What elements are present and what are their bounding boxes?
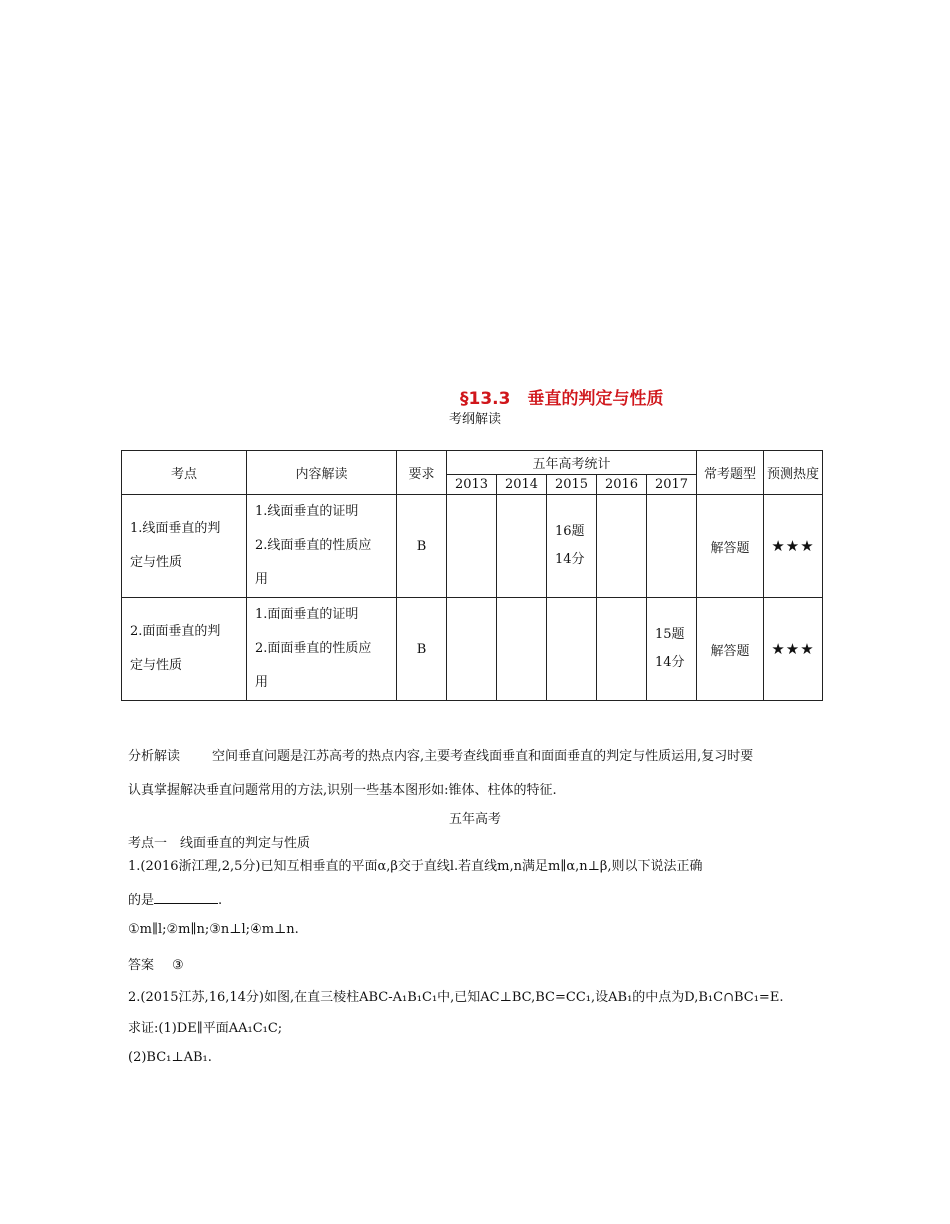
kaodian-heading: 考点一 线面垂直的判定与性质 <box>128 836 311 851</box>
question-1-stem-cont: 的是 . <box>128 893 223 908</box>
header-heat: 预测热度 <box>764 451 823 495</box>
row-stat-2015 <box>547 598 597 701</box>
row-stat-2016 <box>597 598 647 701</box>
question-2-proof-1: 求证:(1)DE∥平面AA₁C₁C; <box>128 1021 283 1036</box>
header-five-year-stats: 五年高考统计 <box>447 451 697 475</box>
analysis-label: 分析解读 <box>128 749 181 764</box>
header-year: 2014 <box>497 475 547 495</box>
header-year: 2015 <box>547 475 597 495</box>
row-stat-2016 <box>597 495 647 598</box>
table-row <box>122 495 823 598</box>
row-heat-stars: ★★★ <box>764 495 823 598</box>
table-row <box>122 598 823 701</box>
row-stat-2014 <box>497 495 547 598</box>
row-content: 1.线面垂直的证明 2.线面垂直的性质应 用 <box>247 495 397 598</box>
five-year-subtitle: 五年高考 <box>448 812 501 827</box>
row-stat-2017: 15题 14分 <box>647 598 697 701</box>
section-title: §13.3 垂直的判定与性质 <box>460 389 664 409</box>
analysis-text: 空间垂直问题是江苏高考的热点内容,主要考查线面垂直和面面垂直的判定与性质运用,复习时要 <box>212 749 754 764</box>
question-1-options: ①m∥l;②m∥n;③n⊥l;④m⊥n. <box>128 922 299 937</box>
answer-blank <box>154 891 218 904</box>
header-question-type: 常考题型 <box>697 451 764 495</box>
header-year: 2013 <box>447 475 497 495</box>
row-content: 1.面面垂直的证明 2.面面垂直的性质应 用 <box>247 598 397 701</box>
row-question-type: 解答题 <box>697 598 764 701</box>
outline-table <box>121 450 823 701</box>
outline-subtitle: 考纲解读 <box>448 412 501 427</box>
analysis-paragraph <box>128 740 833 808</box>
header-requirement: 要求 <box>397 451 447 495</box>
row-kaodian: 2.面面垂直的判 定与性质 <box>122 598 247 701</box>
question-2-proof-2: (2)BC₁⊥AB₁. <box>128 1050 212 1065</box>
question-1-stem: 1.(2016浙江理,2,5分)已知互相垂直的平面α,β交于直线l.若直线m,n满足m∥α,n⊥β,则以下说法正确 <box>128 859 703 874</box>
row-stat-2013 <box>447 598 497 701</box>
row-requirement: B <box>397 495 447 598</box>
row-stat-2014 <box>497 598 547 701</box>
row-requirement: B <box>397 598 447 701</box>
row-question-type: 解答题 <box>697 495 764 598</box>
row-stat-2015: 16题 14分 <box>547 495 597 598</box>
question-1-answer: 答案 ③ <box>128 958 184 973</box>
header-kaodian: 考点 <box>122 451 247 495</box>
row-stat-2013 <box>447 495 497 598</box>
header-year: 2017 <box>647 475 697 495</box>
row-kaodian: 1.线面垂直的判 定与性质 <box>122 495 247 598</box>
analysis-text: 认真掌握解决垂直问题常用的方法,识别一些基本图形如:锥体、柱体的特征. <box>128 783 557 798</box>
row-heat-stars: ★★★ <box>764 598 823 701</box>
row-stat-2017 <box>647 495 697 598</box>
header-year: 2016 <box>597 475 647 495</box>
question-2-stem: 2.(2015江苏,16,14分)如图,在直三棱柱ABC-A₁B₁C₁中,已知AC⊥BC,BC=CC₁,设AB₁的中点为D,B₁C∩BC₁=E. <box>128 990 784 1005</box>
header-content: 内容解读 <box>247 451 397 495</box>
